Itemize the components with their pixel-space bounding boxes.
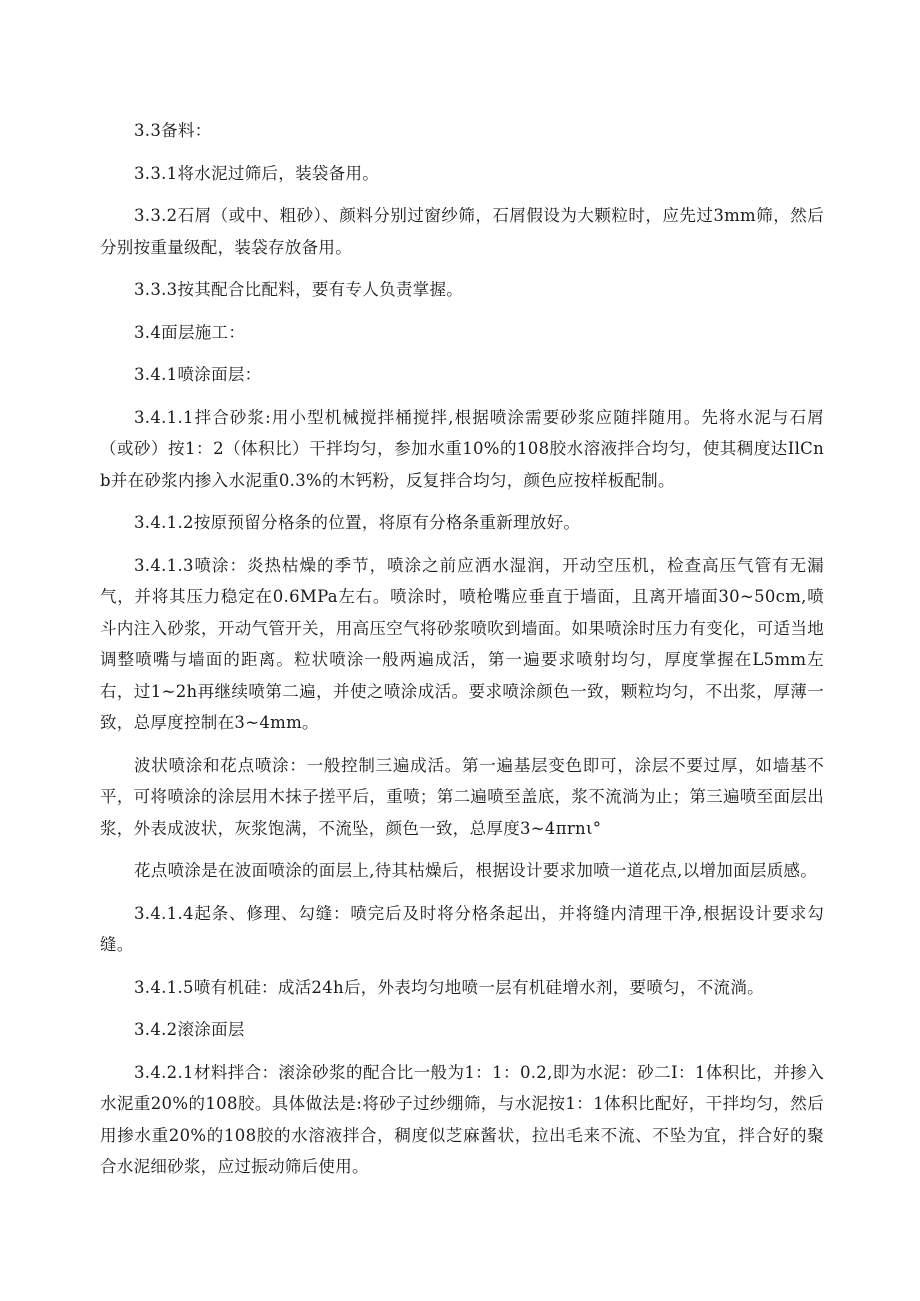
paragraph-3-3-1: 3.3.1将水泥过筛后，装袋备用。 <box>134 163 380 183</box>
paragraph-dot-spray: 花点喷涂是在波面喷涂的面层上,待其枯燥后，根据设计要求加喷一道花点,以增加面层质感。 <box>134 861 818 880</box>
paragraph-wave-spray: 波状喷涂和花点喷涂：一般控制三遍成活。第一遍基层变色即可，涂层不要过厚，如墙基不平，可将喷涂的涂层用木抹子搓平后，重喷；第二遍喷至盖底，浆不流淌为止；第三遍喷至面层出浆，外表成波状，灰浆饱满，不流坠，颜色一致，总厚度3~4πrnι° <box>100 755 824 838</box>
heading-3-4: 3.4面层施工： <box>134 322 246 342</box>
paragraph-3-4-1-1: 3.4.1.1拌合砂浆:用小型机械搅拌桶搅拌,根据喷涂需要砂浆应随拌随用。先将水泥与石屑（或砂）按1：2（体积比）干拌均匀，参加水重10%的108胶水溶液拌合均匀，使其稠度达IlCnb并在砂浆内掺入水泥重0.3%的木钙粉，反复拌合均匀，颜色应按样板配制。 <box>100 407 824 490</box>
paragraph-3-4-1-3: 3.4.1.3喷涂：炎热枯燥的季节，喷涂之前应洒水湿润，开动空压机，检查高压气管有无漏气，并将其压力稳定在0.6MPa左右。喷涂时，喷枪嘴应垂直于墙面，且离开墙面30~50cm,喷斗内注入砂浆，开动气管开关，用高压空气将砂浆喷吹到墙面。如果喷涂时压力有变化，可适当地调整喷嘴与墙面的距离。粒状喷涂一般两遍成活，第一遍要求喷射均匀，厚度掌握在L5mm左右，过1~2h再继续喷第二遍，并使之喷涂成活。要求喷涂颜色一致，颗粒均匀，不出浆，厚薄一致，总厚度控制在3~4mm。 <box>100 555 824 732</box>
paragraph-3-3-3: 3.3.3按其配合比配料，要有专人负责掌握。 <box>134 280 464 299</box>
heading-3-4-1: 3.4.1喷涂面层： <box>134 365 262 384</box>
paragraph-3-4-1-4: 3.4.1.4起条、修理、勾缝：喷完后及时将分格条起出，并将缝内清理干净,根据设计要求勾缝。 <box>100 903 824 954</box>
heading-3-3: 3.3备料： <box>134 121 212 140</box>
paragraph-3-4-2-1: 3.4.2.1材料拌合：滚涂砂浆的配合比一般为1：1：0.2,即为水泥：砂二I：1体积比，并掺入水泥重20%的108胶。具体做法是:将砂子过纱绷筛，与水泥按1：1体积比配好，干拌均匀，然后用掺水重20%的108胶的水溶液拌合，稠度似芝麻酱状，拉出毛来不流、不坠为宜，拌合好的聚合水泥细砂浆，应过振动筛后使用。 <box>100 1062 824 1176</box>
paragraph-3-4-1-2: 3.4.1.2按原预留分格条的位置，将原有分格条重新理放好。 <box>134 513 581 532</box>
heading-3-4-2: 3.4.2滚涂面层 <box>134 1020 245 1039</box>
paragraph-3-3-2: 3.3.2石屑（或中、粗砂）、颜料分别过窗纱筛，石屑假设为大颗粒时，应先过3mm筛，然后分别按重量级配，装袋存放备用。 <box>100 206 824 257</box>
paragraph-3-4-1-5: 3.4.1.5喷有机硅：成活24h后，外表均匀地喷一层有机硅增水剂，要喷匀，不流淌。 <box>134 977 764 997</box>
